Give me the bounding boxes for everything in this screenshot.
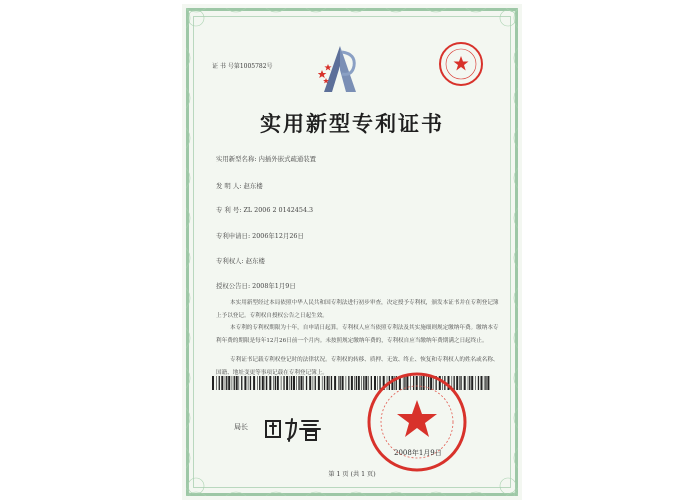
field-value: ZL 2006 2 0142454.3 <box>243 206 314 214</box>
field-patentee <box>216 256 265 265</box>
director-label: 局长 <box>234 423 248 431</box>
field-utility-model-name <box>216 154 316 163</box>
certificate-number: 证 书 号第1005782号 <box>212 63 273 70</box>
paragraph-grant: 本实用新型经过本局依照中华人民共和国专利法进行初步审查，决定授予专利权，颁发本证书并在专利登记簿上予以登记。专利权自授权公告之日起生效。 <box>216 300 499 319</box>
top-red-seal <box>437 40 485 88</box>
field-label: 授权公告日: <box>216 282 251 290</box>
field-label: 专利申请日: <box>216 232 251 240</box>
page-number: 第 1 页 (共 1 页) <box>328 471 376 478</box>
field-application-date <box>216 231 304 240</box>
paragraph-term: 本专利的专利权期限为十年，自申请日起算。专利权人应当依照专利法及其实施细则规定缴纳年费。缴纳本专利年费的期限是每年12月26日前一个月内。未按照规定缴纳年费的，专利权自应当缴纳年费期满之日起终止。 <box>216 325 499 344</box>
field-grant-date <box>216 281 296 290</box>
national-ip-seal <box>365 370 469 474</box>
field-value: 2006年12月26日 <box>252 232 304 240</box>
seal-date: 2008年1月9日 <box>394 449 442 457</box>
field-label: 专利权人: <box>216 257 244 265</box>
director-signature <box>262 415 324 443</box>
field-inventor <box>216 181 263 190</box>
field-label: 实用新型名称: <box>216 155 257 163</box>
paragraph-register: 专利证书记载专利权登记时的法律状况。专利权的转移、质押、无效、终止、恢复和专利权人的姓名或名称、国籍、地址变更等事项记载在专利登记簿上。 <box>216 357 499 376</box>
patent-certificate <box>182 4 522 500</box>
field-label: 发 明 人: <box>216 182 242 190</box>
patent-office-logo <box>318 44 362 94</box>
field-patent-number <box>216 205 313 214</box>
certificate-title: 实用新型专利证书 <box>260 111 444 136</box>
field-value: 赵东楼 <box>245 257 265 265</box>
field-label: 专 利 号: <box>216 206 242 214</box>
field-value: 内插外嵌式疏通装置 <box>258 155 317 163</box>
field-value: 2008年1月9日 <box>252 282 296 290</box>
field-value: 赵东楼 <box>243 182 263 190</box>
